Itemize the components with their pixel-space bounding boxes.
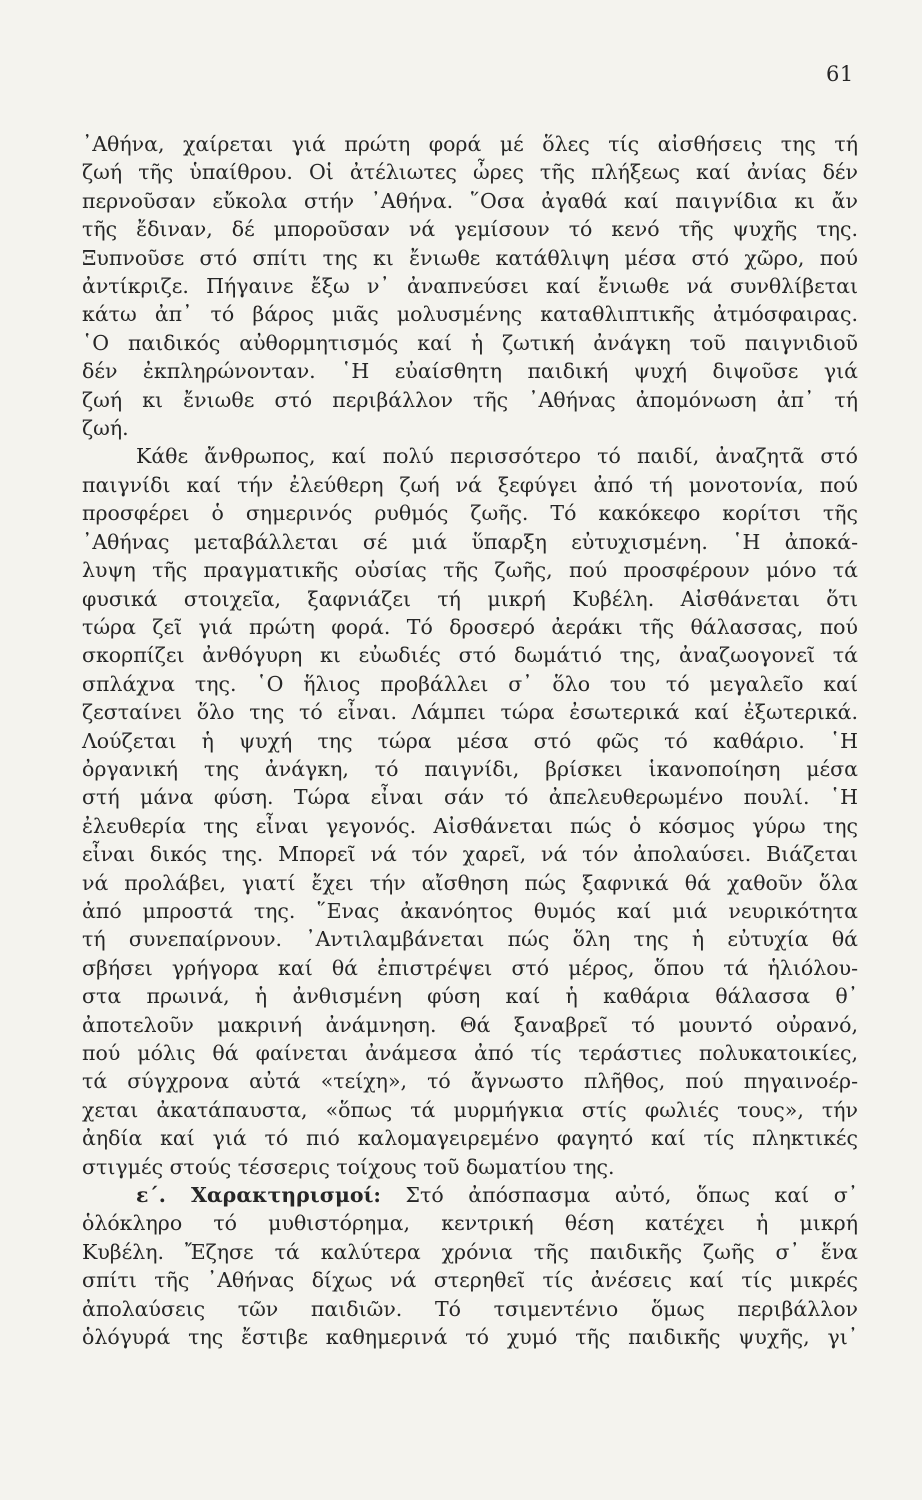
text-line: [82, 1209, 858, 1237]
text-line: [82, 130, 858, 158]
line-text: ἐλευθερία της εἶναι γεγονός. Αἰσθάνεται πώς ὁ κόσμος γύρω της: [82, 813, 858, 838]
text-line: [82, 585, 858, 613]
text-line: [82, 613, 858, 641]
text-line: [82, 954, 858, 982]
text-line: [82, 840, 858, 868]
line-text: στα πρωινά, ἡ ἀνθισμένη φύση καί ἡ καθάρια θάλασσα θ᾿: [82, 984, 858, 1009]
text-line: [82, 670, 858, 698]
line-text: δέν ἐκπληρώνονταν. ῾Η εὐαίσθητη παιδική ψυχή διψοῦσε γιά: [82, 359, 858, 384]
line-text: Κάθε ἄνθρωπος, καί πολύ περισσότερο τό παιδί, ἀναζητᾶ στό: [136, 444, 858, 469]
line-text: παιγνίδι καί τήν ἐλεύθερη ζωή νά ξεφύγει ἀπό τή μονοτονία, πού: [82, 472, 858, 497]
line-text: εἶναι δικός της. Μπορεῖ νά τόν χαρεῖ, νά τόν ἀπολαύσει. Βιάζεται: [82, 842, 858, 867]
text-line: [82, 528, 858, 556]
text-line: [82, 1039, 858, 1067]
line-text: σπίτι τῆς ᾿Αθήνας δίχως νά στερηθεῖ τίς ἀνέσεις καί τίς μικρές: [82, 1268, 858, 1293]
text-line: [82, 329, 858, 357]
line-text: Λούζεται ἡ ψυχή της τώρα μέσα στό φῶς τό καθάριο. ῾Η: [82, 728, 858, 753]
text-line: [82, 897, 858, 925]
text-line: [82, 698, 858, 726]
line-text: ζωή τῆς ὑπαίθρου. Οἱ ἀτέλιωτες ὦρες τῆς πλήξεως καί ἀνίας δέν: [82, 160, 858, 185]
line-text: σβήσει γρήγορα καί θά ἐπιστρέψει στό μέρος, ὅπου τά ἡλιόλου-: [82, 955, 858, 980]
line-text: σκορπίζει ἀνθόγυρη κι εὐωδιές στό δωμάτιό της, ἀναζωογονεῖ τά: [82, 643, 858, 668]
text-line: [82, 471, 858, 499]
line-text: Στό ἀπόσπασμα αὐτό, ὅπως καί σ᾿: [381, 1183, 858, 1208]
text-line: [82, 1181, 858, 1209]
line-text: νά προλάβει, γιατί ἔχει τήν αἴσθηση πώς ξαφνικά θά χαθοῦν ὅλα: [82, 870, 858, 895]
line-text: ᾿Αθήνα, χαίρεται γιά πρώτη φορά μέ ὅλες τίς αἰσθήσεις της τή: [82, 132, 858, 156]
text-line: [82, 727, 858, 755]
text-line: [82, 641, 858, 669]
body-text: [82, 130, 858, 1351]
text-line: [82, 357, 858, 385]
line-text: στή μάνα φύση. Τώρα εἶναι σάν τό ἀπελευθερωμένο πουλί. ῾Η: [82, 785, 858, 810]
text-line: [82, 1238, 858, 1266]
text-line: [82, 272, 858, 300]
line-text: περνοῦσαν εὔκολα στήν ᾿Αθήνα. ῞Οσα ἀγαθά καί παιγνίδια κι ἄν: [82, 188, 858, 213]
line-text: σπλάχνα της. ῾Ο ἥλιος προβάλλει σ᾿ ὅλο του τό μεγαλεῖο καί: [82, 671, 858, 696]
text-line: [82, 812, 858, 840]
text-line: [82, 1124, 858, 1152]
line-text: ἀπολαύσεις τῶν παιδιῶν. Τό τσιμεντένιο ὅμως περιβάλλον: [82, 1296, 858, 1321]
text-line: [82, 1266, 858, 1294]
text-line: [82, 1096, 858, 1124]
line-text: ζωή.: [82, 416, 129, 441]
section-label: ε΄. Χαρακτηρισμοί:: [136, 1183, 381, 1208]
line-text: Ξυπνοῦσε στό σπίτι της κι ἔνιωθε κατάθλιψη μέσα στό χῶρο, πού: [82, 245, 858, 270]
line-text: Κυβέλη. Ἔζησε τά καλύτερα χρόνια τῆς παιδικῆς ζωῆς σ᾿ ἕνα: [82, 1239, 858, 1264]
page-number: 61: [826, 62, 854, 86]
text-line: [82, 414, 858, 442]
line-text: πού μόλις θά φαίνεται ἀνάμεσα ἀπό τίς τεράστιες πολυκατοικίες,: [82, 1041, 858, 1065]
text-line: [82, 187, 858, 215]
line-text: χεται ἀκατάπαυστα, «ὅπως τά μυρμήγκια στίς φωλιές τους», τήν: [82, 1097, 858, 1122]
line-text: φυσικά στοιχεῖα, ξαφνιάζει τή μικρή Κυβέλη. Αἰσθάνεται ὅτι: [82, 586, 858, 611]
line-text: τά σύγχρονα αὐτά «τείχη», τό ἄγνωστο πλῆθος, πού πηγαινοέρ-: [82, 1069, 858, 1094]
line-text: ᾿Αθήνας μεταβάλλεται σέ μιά ὕπαρξη εὐτυχισμένη. ῾Η ἀποκά-: [82, 529, 858, 554]
text-line: [82, 1011, 858, 1039]
line-text: ἀηδία καί γιά τό πιό καλομαγειρεμένο φαγητό καί τίς πληκτικές: [82, 1126, 858, 1151]
line-text: τή συνεπαίρνουν. ᾿Αντιλαμβάνεται πώς ὅλη της ἡ εὐτυχία θά: [82, 927, 858, 952]
line-text: ἀντίκριζε. Πήγαινε ἔξω ν᾿ ἀναπνεύσει καί ἔνιωθε νά συνθλίβεται: [82, 274, 858, 299]
text-line: [82, 1323, 858, 1351]
text-line: [82, 300, 858, 328]
line-text: ζωή κι ἔνιωθε στό περιβάλλον τῆς ᾿Αθήνας ἀπομόνωση ἀπ᾿ τή: [82, 387, 858, 412]
text-line: [82, 499, 858, 527]
line-text: ζεσταίνει ὅλο της τό εἶναι. Λάμπει τώρα ἐσωτερικά καί ἐξωτερικά.: [82, 700, 858, 725]
text-line: [82, 158, 858, 186]
text-line: [82, 1067, 858, 1095]
text-line: [82, 1153, 858, 1181]
line-text: στιγμές στούς τέσσερις τοίχους τοῦ δωματίου της.: [82, 1154, 615, 1179]
line-text: κάτω ἀπ᾿ τό βάρος μιᾶς μολυσμένης καταθλιπτικῆς ἀτμόσφαιρας.: [82, 302, 858, 327]
text-line: [82, 386, 858, 414]
line-text: ὁλόγυρά της ἔστιβε καθημερινά τό χυμό τῆς παιδικῆς ψυχῆς, γι᾿: [82, 1325, 858, 1350]
line-text: ὁλόκληρο τό μυθιστόρημα, κεντρική θέση κατέχει ἡ μικρή: [82, 1211, 858, 1236]
line-text: ἀπό μπροστά της. ῞Ενας ἀκανόητος θυμός καί μιά νευρικότητα: [82, 898, 858, 923]
line-text: ὀργανική της ἀνάγκη, τό παιγνίδι, βρίσκει ἱκανοποίηση μέσα: [82, 756, 858, 781]
text-line: [82, 1295, 858, 1323]
text-line: [82, 244, 858, 272]
text-line: [82, 869, 858, 897]
text-line: [82, 982, 858, 1010]
text-line: [82, 442, 858, 470]
line-text: λυψη τῆς πραγματικῆς οὐσίας τῆς ζωῆς, πού προσφέρουν μόνο τά: [82, 558, 858, 583]
line-text: ῾Ο παιδικός αὐθορμητισμός καί ἡ ζωτική ἀνάγκη τοῦ παιγνιδιοῦ: [82, 330, 858, 355]
text-line: [82, 215, 858, 243]
text-line: [82, 755, 858, 783]
line-text: τῆς ἔδιναν, δέ μποροῦσαν νά γεμίσουν τό κενό τῆς ψυχῆς της.: [82, 217, 858, 242]
line-text: τώρα ζεῖ γιά πρώτη φορά. Τό δροσερό ἀεράκι τῆς θάλασσας, πού: [82, 614, 858, 639]
line-text: ἀποτελοῦν μακρινή ἀνάμνηση. Θά ξαναβρεῖ τό μουντό οὐρανό,: [82, 1012, 858, 1037]
text-line: [82, 556, 858, 584]
line-text: προσφέρει ὁ σημερινός ρυθμός ζωῆς. Τό κακόκεφο κορίτσι τῆς: [82, 501, 858, 526]
text-line: [82, 925, 858, 953]
text-line: [82, 783, 858, 811]
